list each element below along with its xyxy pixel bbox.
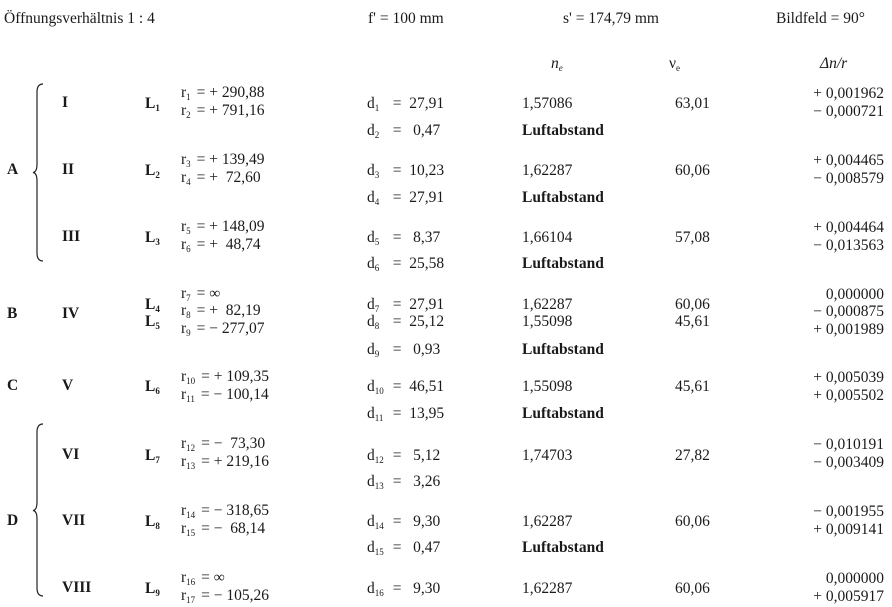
radius-symbol: r	[181, 453, 187, 470]
radius-symbol: r	[181, 236, 187, 253]
radius-value: = + 791,16	[196, 102, 265, 119]
thickness-row	[367, 406, 444, 422]
radius-value: = − 73,30	[201, 435, 266, 452]
radius-index: 11	[186, 394, 195, 404]
thickness-value: = 9,30	[392, 513, 441, 530]
radius-value: = + 219,16	[201, 453, 270, 470]
thickness-value: = 3,26	[392, 473, 441, 490]
dispersion-value: 0,000000	[825, 570, 884, 587]
dispersion-value: − 0,000721	[813, 103, 884, 120]
thickness-row	[367, 314, 444, 330]
col-header-ve: νe	[669, 55, 681, 73]
thickness-row	[367, 96, 444, 112]
thickness-index: 14	[374, 521, 384, 531]
thickness-index: 9	[374, 349, 380, 359]
radius-symbol: r	[181, 169, 187, 186]
lens-id: L8	[145, 513, 160, 531]
radius-value: = + 148,09	[196, 218, 265, 235]
radius-row	[181, 170, 261, 186]
radius-symbol: r	[181, 502, 187, 519]
abbe-number: 60,06	[675, 580, 710, 597]
group-label-c: C	[7, 377, 19, 394]
radius-row	[181, 503, 269, 519]
dispersion-value: − 0,001955	[813, 503, 884, 520]
group-label-b: B	[7, 305, 18, 322]
thickness-row	[367, 448, 440, 464]
radius-row	[181, 286, 220, 302]
thickness-symbol: d	[367, 341, 375, 358]
radius-value: = + 109,35	[201, 368, 270, 385]
radius-index: 14	[186, 510, 196, 520]
radius-index: 13	[186, 461, 196, 471]
lens-id: L3	[145, 229, 160, 247]
lens-id: L9	[145, 580, 160, 598]
radius-index: 8	[186, 310, 191, 320]
lens-id: L6	[145, 378, 160, 396]
thickness-index: 7	[374, 304, 380, 314]
radius-symbol: r	[181, 302, 187, 319]
abbe-number: 60,06	[675, 513, 710, 530]
aperture-ratio: Öffnungsverhältnis 1 : 4	[4, 10, 155, 27]
lens-numeral: I	[62, 94, 69, 111]
thickness-row	[367, 256, 444, 272]
dispersion-value: − 0,010191	[813, 436, 884, 453]
radius-index: 1	[186, 92, 191, 102]
radius-symbol: r	[181, 218, 187, 235]
abbe-number: 45,61	[675, 313, 710, 330]
image-field: Bildfeld = 90°	[776, 10, 865, 27]
thickness-row	[367, 190, 444, 206]
air-gap-label: Luftabstand	[522, 539, 604, 556]
thickness-index: 2	[374, 130, 380, 140]
radius-value: = ∞	[196, 285, 221, 302]
thickness-row	[367, 474, 440, 490]
radius-symbol: r	[181, 435, 187, 452]
thickness-index: 12	[374, 455, 384, 465]
lens-numeral: VIII	[62, 579, 92, 596]
lens-id: L2	[145, 162, 160, 180]
thickness-symbol: d	[367, 447, 375, 464]
radius-row	[181, 436, 265, 452]
thickness-value: = 8,37	[392, 229, 441, 246]
radius-index: 16	[186, 577, 196, 587]
lens-id: L5	[145, 313, 160, 331]
thickness-row	[367, 581, 440, 597]
radius-index: 5	[186, 226, 191, 236]
thickness-index: 10	[374, 386, 384, 396]
radius-row	[181, 321, 265, 337]
thickness-value: = 46,51	[392, 378, 445, 395]
thickness-row	[367, 379, 444, 395]
radius-row	[181, 387, 269, 403]
radius-value: = − 68,14	[201, 520, 266, 537]
dispersion-value: + 0,001962	[813, 85, 884, 102]
radius-row	[181, 369, 269, 385]
radius-value: = − 277,07	[196, 320, 265, 337]
back-focal-length: s' = 174,79 mm	[563, 10, 659, 27]
thickness-index: 1	[374, 103, 380, 113]
lens-numeral: V	[62, 377, 74, 394]
radius-row	[181, 588, 269, 604]
abbe-number: 60,06	[675, 162, 710, 179]
thickness-value: = 9,30	[392, 580, 441, 597]
radius-index: 6	[186, 244, 191, 254]
thickness-value: = 25,58	[392, 255, 445, 272]
thickness-index: 3	[374, 170, 380, 180]
thickness-symbol: d	[367, 473, 375, 490]
dispersion-value: − 0,008579	[813, 170, 884, 187]
radius-index: 17	[186, 595, 196, 605]
radius-value: = + 72,60	[196, 169, 261, 186]
radius-index: 12	[186, 443, 196, 453]
thickness-row	[367, 540, 440, 556]
refractive-index: 1,66104	[522, 229, 573, 246]
air-gap-label: Luftabstand	[522, 189, 604, 206]
thickness-value: = 27,91	[392, 189, 445, 206]
dispersion-value: + 0,009141	[813, 521, 884, 538]
thickness-index: 5	[374, 237, 380, 247]
thickness-value: = 0,93	[392, 341, 441, 358]
dispersion-value: + 0,005917	[813, 588, 884, 605]
radius-row	[181, 237, 261, 253]
thickness-symbol: d	[367, 122, 375, 139]
radius-index: 10	[186, 376, 196, 386]
thickness-row	[367, 297, 444, 313]
dispersion-value: + 0,005502	[813, 387, 884, 404]
thickness-index: 13	[374, 481, 384, 491]
refractive-index: 1,62287	[522, 513, 573, 530]
radius-symbol: r	[181, 587, 187, 604]
thickness-index: 11	[374, 413, 384, 423]
lens-numeral: VI	[62, 446, 80, 463]
air-gap-label: Luftabstand	[522, 341, 604, 358]
radius-symbol: r	[181, 368, 187, 385]
abbe-number: 27,82	[675, 447, 710, 464]
dispersion-value: 0,000000	[825, 286, 884, 303]
radius-index: 3	[186, 159, 191, 169]
abbe-number: 63,01	[675, 95, 710, 112]
radius-value: = + 290,88	[196, 84, 265, 101]
group-label-a: A	[7, 161, 19, 178]
thickness-symbol: d	[367, 313, 375, 330]
radius-index: 4	[186, 177, 191, 187]
abbe-number: 45,61	[675, 378, 710, 395]
radius-value: = + 48,74	[196, 236, 261, 253]
radius-value: = ∞	[201, 569, 225, 586]
radius-index: 7	[186, 293, 191, 303]
thickness-symbol: d	[367, 513, 375, 530]
thickness-symbol: d	[367, 539, 375, 556]
thickness-value: = 13,95	[392, 405, 445, 422]
dispersion-value: + 0,001989	[813, 321, 884, 338]
thickness-symbol: d	[367, 255, 375, 272]
radius-row	[181, 303, 261, 319]
thickness-value: = 10,23	[392, 162, 445, 179]
thickness-symbol: d	[367, 296, 375, 313]
dispersion-value: − 0,000875	[813, 303, 884, 320]
dispersion-value: − 0,013563	[813, 237, 884, 254]
thickness-row	[367, 163, 444, 179]
dispersion-value: + 0,004464	[813, 219, 884, 236]
radius-row	[181, 454, 269, 470]
thickness-value: = 5,12	[392, 447, 441, 464]
thickness-index: 4	[374, 197, 380, 207]
lens-id: L1	[145, 95, 160, 113]
radius-value: = − 100,14	[200, 386, 269, 403]
radius-row	[181, 103, 265, 119]
thickness-row	[367, 230, 440, 246]
air-gap-label: Luftabstand	[522, 122, 604, 139]
lens-id: L7	[145, 447, 160, 465]
radius-value: = − 105,26	[201, 587, 270, 604]
group-label-d: D	[7, 512, 19, 529]
lens-numeral: II	[62, 161, 75, 178]
lens-numeral: VII	[62, 512, 86, 529]
refractive-index: 1,62287	[522, 162, 573, 179]
radius-value: = + 82,19	[196, 302, 261, 319]
radius-row	[181, 85, 265, 101]
thickness-symbol: d	[367, 189, 375, 206]
radius-index: 2	[186, 110, 191, 120]
group-d-bracket	[33, 424, 47, 596]
radius-index: 9	[186, 328, 191, 338]
radius-symbol: r	[181, 386, 187, 403]
group-a-bracket	[33, 84, 47, 261]
refractive-index: 1,55098	[522, 378, 573, 395]
lens-numeral: III	[62, 228, 81, 245]
radius-row	[181, 570, 225, 586]
refractive-index: 1,62287	[522, 296, 573, 313]
thickness-row	[367, 514, 440, 530]
thickness-value: = 0,47	[392, 539, 441, 556]
radius-value: = + 139,49	[196, 151, 265, 168]
thickness-symbol: d	[367, 229, 375, 246]
col-header-ne: ne	[551, 55, 563, 73]
thickness-row	[367, 123, 440, 139]
radius-row	[181, 521, 265, 537]
thickness-index: 6	[374, 263, 380, 273]
dispersion-value: + 0,004465	[813, 152, 884, 169]
lens-id: L4	[145, 296, 160, 314]
thickness-index: 8	[374, 321, 380, 331]
thickness-index: 15	[374, 547, 384, 557]
radius-row	[181, 152, 265, 168]
air-gap-label: Luftabstand	[522, 405, 604, 422]
radius-symbol: r	[181, 84, 187, 101]
thickness-row	[367, 342, 440, 358]
refractive-index: 1,74703	[522, 447, 573, 464]
thickness-symbol: d	[367, 580, 375, 597]
thickness-symbol: d	[367, 95, 375, 112]
radius-symbol: r	[181, 151, 187, 168]
thickness-value: = 25,12	[392, 313, 445, 330]
thickness-value: = 0,47	[392, 122, 441, 139]
thickness-value: = 27,91	[392, 95, 445, 112]
radius-symbol: r	[181, 285, 187, 302]
dispersion-value: + 0,005039	[813, 369, 884, 386]
refractive-index: 1,55098	[522, 313, 573, 330]
thickness-index: 16	[374, 588, 384, 598]
radius-value: = − 318,65	[201, 502, 270, 519]
thickness-symbol: d	[367, 378, 375, 395]
radius-symbol: r	[181, 520, 187, 537]
abbe-number: 60,06	[675, 296, 710, 313]
radius-symbol: r	[181, 102, 187, 119]
abbe-number: 57,08	[675, 229, 710, 246]
radius-index: 15	[186, 528, 196, 538]
radius-symbol: r	[181, 320, 187, 337]
thickness-value: = 27,91	[392, 296, 445, 313]
air-gap-label: Luftabstand	[522, 255, 604, 272]
lens-numeral: IV	[62, 305, 80, 322]
thickness-symbol: d	[367, 162, 375, 179]
dispersion-value: − 0,003409	[813, 454, 884, 471]
focal-length: f' = 100 mm	[368, 10, 444, 27]
col-header-dn: Δn/r	[820, 55, 848, 72]
refractive-index: 1,62287	[522, 580, 573, 597]
thickness-symbol: d	[367, 405, 375, 422]
refractive-index: 1,57086	[522, 95, 573, 112]
radius-symbol: r	[181, 569, 187, 586]
radius-row	[181, 219, 265, 235]
